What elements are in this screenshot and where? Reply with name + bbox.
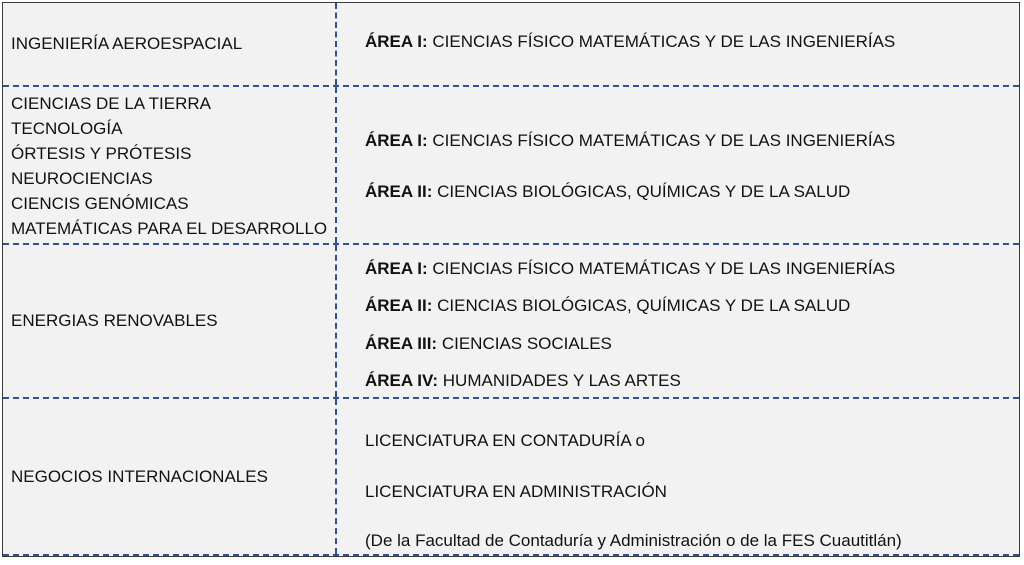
- area-label: ÁREA II:: [365, 182, 433, 201]
- program-cell: [3, 399, 337, 554]
- area-label: ÁREA I:: [365, 259, 428, 278]
- program-name: NEUROCIENCIAS: [11, 169, 153, 188]
- area-text: CIENCIAS FÍSICO MATEMÁTICAS Y DE LAS INGENIERÍAS: [432, 32, 896, 51]
- program-name: ENERGIAS RENOVABLES: [11, 311, 218, 330]
- table-row: [3, 3, 1019, 87]
- area-text: CIENCIAS SOCIALES: [441, 334, 612, 353]
- program-cell: [3, 87, 337, 243]
- area-line: [365, 131, 895, 151]
- area-text: CIENCIAS FÍSICO MATEMÁTICAS Y DE LAS INGENIERÍAS: [432, 259, 896, 278]
- areas-cell: [339, 3, 1019, 85]
- area-label: ÁREA I:: [365, 32, 428, 51]
- area-label: ÁREA II:: [365, 296, 433, 315]
- area-text: CIENCIAS FÍSICO MATEMÁTICAS Y DE LAS INGENIERÍAS: [432, 131, 896, 150]
- areas-cell: [339, 245, 1019, 397]
- area-label: ÁREA I:: [365, 131, 428, 150]
- area-text: CIENCIAS BIOLÓGICAS, QUÍMICAS Y DE LA SALUD: [437, 296, 851, 315]
- area-line: [365, 182, 850, 202]
- faculty-note: (De la Facultad de Contaduría y Administración o de la FES Cuautitlán): [365, 531, 902, 550]
- program-cell: [3, 3, 337, 85]
- programs-table: [2, 2, 1020, 557]
- table-row: [3, 245, 1019, 399]
- program-cell: [3, 245, 337, 397]
- program-name: MATEMÁTICAS PARA EL DESARROLLO: [11, 219, 328, 238]
- area-line: [365, 371, 681, 391]
- area-line: [365, 296, 850, 316]
- program-name: NEGOCIOS INTERNACIONALES: [11, 466, 268, 486]
- program-name: CIENCIS GENÓMICAS: [11, 194, 189, 213]
- area-line: [365, 259, 895, 279]
- degree-line: LICENCIATURA EN ADMINISTRACIÓN: [365, 482, 667, 501]
- area-label: ÁREA III:: [365, 334, 438, 353]
- program-name: TECNOLOGÍA: [11, 119, 123, 138]
- area-line: [365, 334, 612, 354]
- table-row: [3, 399, 1019, 556]
- table-row: [3, 87, 1019, 245]
- area-label: ÁREA IV:: [365, 371, 439, 390]
- areas-cell: [339, 87, 1019, 243]
- requirements-cell: [339, 399, 1019, 554]
- area-text: CIENCIAS BIOLÓGICAS, QUÍMICAS Y DE LA SALUD: [437, 182, 851, 201]
- program-name: CIENCIAS DE LA TIERRA: [11, 94, 211, 113]
- program-name: ÓRTESIS Y PRÓTESIS: [11, 144, 192, 163]
- area-text: HUMANIDADES Y LAS ARTES: [442, 371, 681, 390]
- degree-line: LICENCIATURA EN CONTADURÍA o: [365, 431, 645, 450]
- program-name: INGENIERÍA AEROESPACIAL: [11, 34, 243, 53]
- area-line: [365, 32, 895, 52]
